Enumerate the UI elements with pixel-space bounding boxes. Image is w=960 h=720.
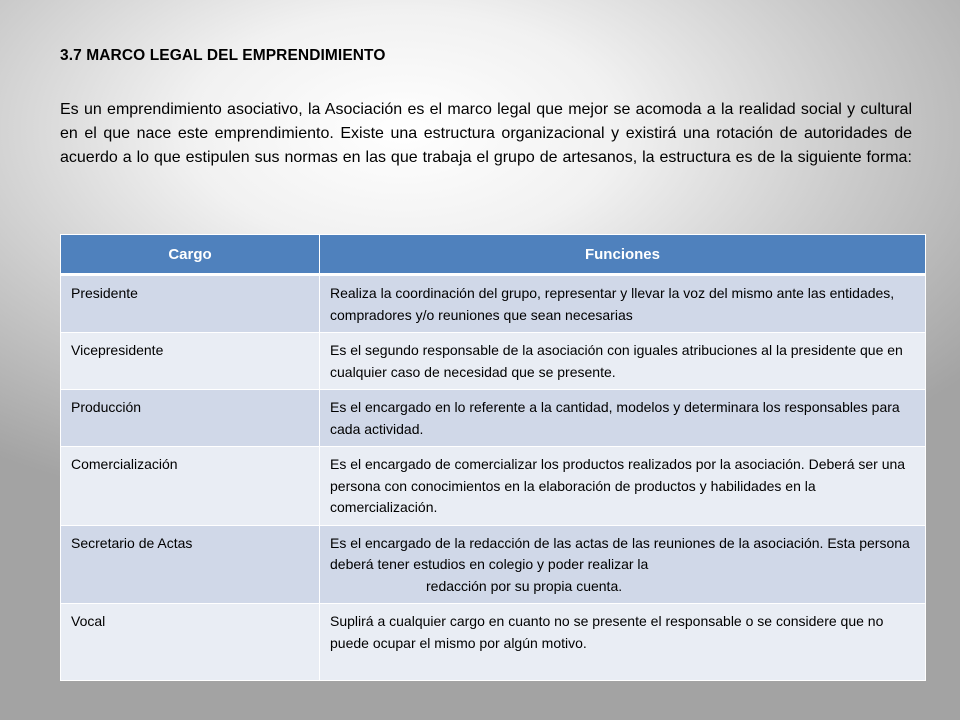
table-header-row: [61, 235, 926, 275]
funciones-text-continued: redacción por su propia cuenta.: [426, 577, 623, 594]
cargo-cell: Producción: [61, 390, 320, 447]
cargo-cell: Secretario de Actas: [61, 525, 320, 604]
table-row: [61, 525, 926, 604]
funciones-cell: Realiza la coordinación del grupo, representar y llevar la voz del mismo ante las entidades, compradores y/o reuniones que sean necesarias: [320, 275, 926, 333]
funciones-cell: [320, 525, 926, 604]
funciones-cell: Suplirá a cualquier cargo en cuanto no se presente el responsable o se considere que no puede ocupar el mismo por algún motivo.: [320, 604, 926, 681]
cargo-cell: Vocal: [61, 604, 320, 681]
table-row: [61, 390, 926, 447]
table-row: [61, 333, 926, 390]
intro-paragraph: Es un emprendimiento asociativo, la Asociación es el marco legal que mejor se acomoda a la realidad social y cultural en el que nace este emprendimiento. Existe una estructura organizacional y existirá una rotación de autoridades de acuerdo a lo que estipulen sus normas en las que trabaja el grupo de artesanos, la estructura es de la siguiente forma:: [60, 101, 912, 166]
funciones-text: Es el encargado de la redacción de las actas de las reuniones de la asociación. Esta persona deberá tener estudios en colegio y poder realizar la: [330, 534, 910, 572]
header-funciones: Funciones: [320, 235, 926, 275]
cargo-cell: Vicepresidente: [61, 333, 320, 390]
table-row: [61, 275, 926, 333]
funciones-cell: Es el encargado en lo referente a la cantidad, modelos y determinara los responsables para cada actividad.: [320, 390, 926, 447]
org-structure-table: [60, 234, 926, 681]
cargo-cell: Presidente: [61, 275, 320, 333]
slide-title: 3.7 MARCO LEGAL DEL EMPRENDIMIENTO: [60, 47, 386, 64]
funciones-cell: Es el encargado de comercializar los productos realizados por la asociación. Deberá ser una persona con conocimientos en la elaboración de productos y habilidades en la comercialización.: [320, 447, 926, 526]
cargo-cell: Comercialización: [61, 447, 320, 526]
table-row: [61, 604, 926, 681]
table-row: [61, 447, 926, 526]
funciones-cell: Es el segundo responsable de la asociación con iguales atribuciones al la presidente que en cualquier caso de necesidad que se presente.: [320, 333, 926, 390]
header-cargo: Cargo: [61, 235, 320, 275]
